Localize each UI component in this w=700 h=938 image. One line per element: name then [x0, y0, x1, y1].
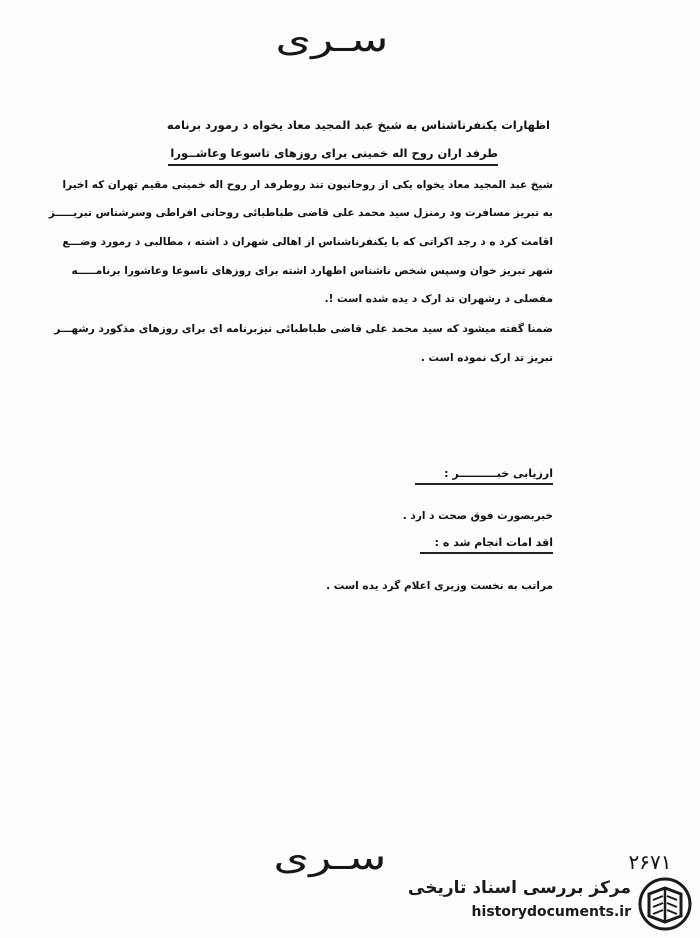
body-line: مفصلی د رشهران تد ارک د یده شده است !.	[324, 293, 553, 305]
body-line: اقامت کرد ه د رجد اکراتی که با یکنفرناشناس از اهالی شهران د اشته ، مطالبی د رمورد وضـــع	[62, 236, 553, 248]
body-line: شهر تبریز خوان وسپس شخص ناشناس اظهارد اشته برای روزهای تاسوعا وعاشورا برنامـــــه	[71, 265, 553, 277]
document-title-line-1: اظهارات یکنفرناشناس به شیخ عبد المجید معاد یخواه د رمورد برنامه	[166, 118, 550, 132]
classification-mark-top: سـری	[275, 20, 389, 60]
watermark	[410, 874, 695, 932]
classification-mark-bottom: سـری	[273, 838, 387, 878]
archive-logo-icon	[635, 876, 695, 932]
body-line: به تبریز مسافرت ود رمنزل سید محمد علی قاضی طباطبائی روحانی افراطی وسرشناس تبریـــــز	[48, 207, 553, 219]
body-line: تبریز تد ارک نموده است .	[420, 352, 553, 364]
evaluation-text: خبربصورت فوق صحت د ارد .	[402, 510, 553, 522]
body-line: شیخ عبد المجید معاد یخواه یکی از روحانیون تند روطرفد ار روح اله خمینی مقیم تهران که اخیرا	[62, 179, 553, 191]
evaluation-heading: ارزیابی خبــــــــــر :	[415, 467, 553, 485]
body-line: ضمنا گفته میشود که سید محمد علی قاضی طباطبائی نیزبرنامه ای برای روزهای مذکورد رشهـــر	[54, 323, 553, 335]
watermark-url: historydocuments.ir	[471, 904, 631, 920]
actions-heading: اقد امات انجام شد ه :	[420, 536, 553, 554]
page-number: ۲۶۷۱	[628, 850, 672, 874]
actions-text: مراتب به نخست وزیری اعلام گرد یده است .	[326, 580, 553, 592]
document-title-line-2: طرفد اران روح اله خمینی برای روزهای تاسوعا وعاشــورا	[168, 146, 498, 166]
watermark-title: مرکز بررسی اسناد تاریخی	[408, 878, 631, 898]
